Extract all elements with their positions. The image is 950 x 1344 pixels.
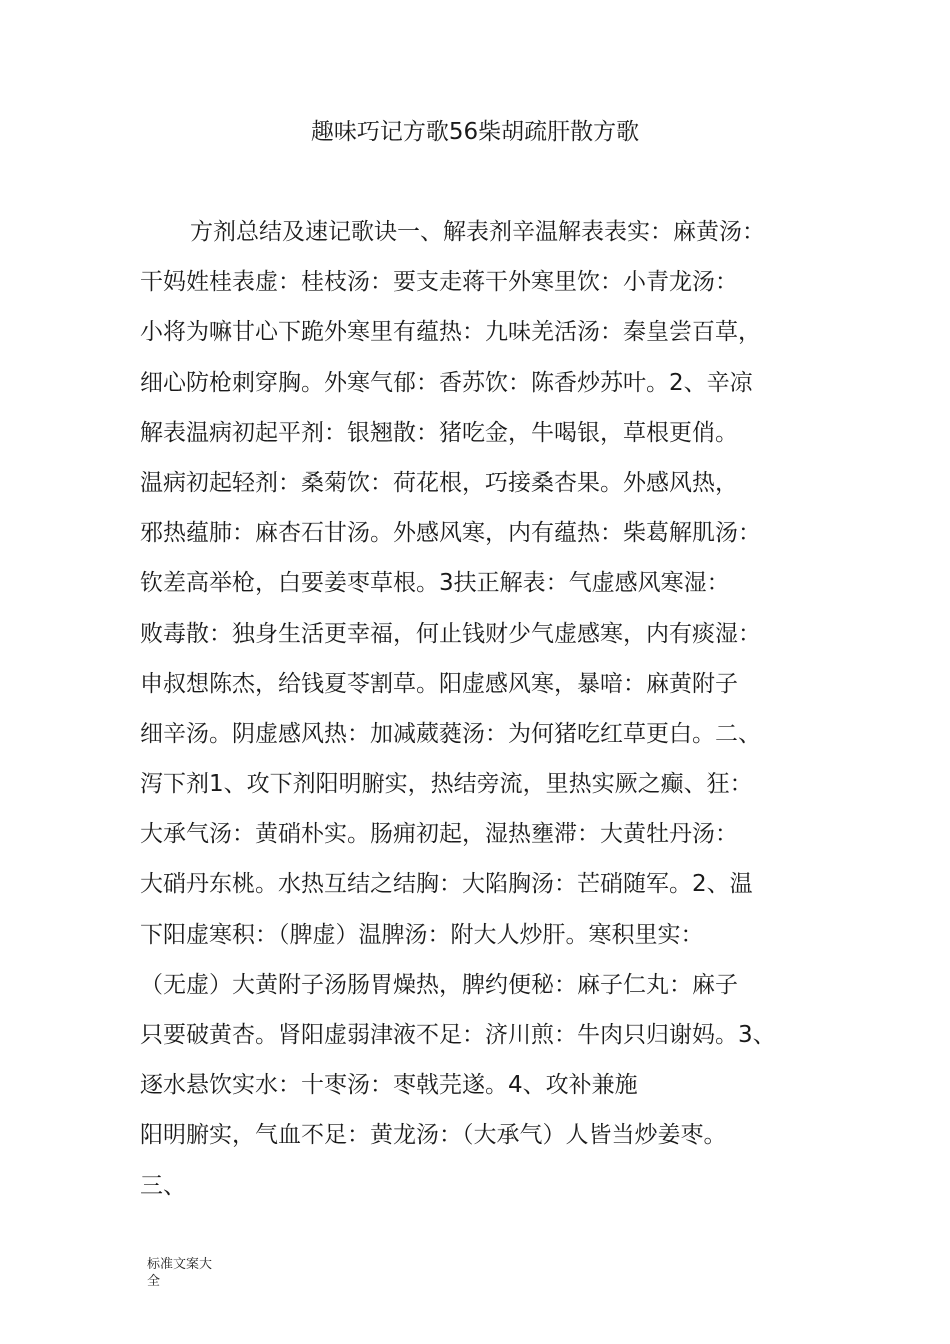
page-footer [147,1256,237,1290]
text-line: 解表温病初起平剂：银翘散：猪吃金，牛喝银，草根更俏。 [140,419,738,446]
text-line: 泻下剂1、攻下剂阳明腑实，热结旁流，里热实厥之癫、狂： [140,771,753,798]
text-line: 方剂总结及速记歌诀一、解表剂辛温解表表实：麻黄汤： [190,219,765,245]
text-line: 申叔想陈杰，给钱夏苓割草。阳虚感风寒，暴喑：麻黄附子 [140,670,738,697]
footer-text: 全 [147,1274,161,1289]
text-line: 只要破黄杏。肾阳虚弱津液不足：济川煎：牛肉只归谢妈。3、 [140,1022,776,1048]
body-text [140,207,840,1211]
text-line: 温病初起轻剂：桑菊饮：荷花根，巧接桑杏果。外感风热， [140,469,738,496]
text-line: 细辛汤。阴虚感风热：加减葳蕤汤：为何猪吃红草更白。二、 [140,720,761,747]
text-line: 钦差高举枪，白要姜枣草根。3扶正解表：气虚感风寒湿： [140,570,730,597]
text-line: 逐水悬饮实水：十枣汤：枣戟芫遂。4、攻补兼施 [140,1072,638,1099]
text-line: 大承气汤：黄硝朴实。肠痈初起，湿热壅滞：大黄牡丹汤： [140,821,738,848]
text-line: 细心防枪刺穿胸。外寒气郁：香苏饮：陈香炒苏叶。2、辛凉 [140,369,753,396]
text-line: 小将为嘛甘心下跪外寒里有蕴热：九味羌活汤：秦皇尝百草， [140,319,761,346]
text-line: 邪热蕴肺：麻杏石甘汤。外感风寒，内有蕴热：柴葛解肌汤： [140,520,761,547]
footer-text: 标准文案大 [147,1257,213,1272]
text-line: 干妈姓桂表虚：桂枝汤：要支走蒋干外寒里饮：小青龙汤： [140,269,738,296]
text-line: 阳明腑实，气血不足：黄龙汤：（大承气）人皆当炒姜枣。 [140,1122,727,1149]
page-title: 趣味巧记方歌56柴胡疏肝散方歌 [310,119,640,145]
text-line: 败毒散：独身生活更幸福，何止钱财少气虚感寒，内有痰湿： [140,620,761,647]
text-line: 三、 [140,1172,186,1199]
text-line: 下阳虚寒积：（脾虚）温脾汤：附大人炒肝。寒积里实： [140,921,704,948]
text-line: 大硝丹东桃。水热互结之结胸：大陷胸汤：芒硝随军。2、温 [140,871,753,898]
text-line: （无虚）大黄附子汤肠胃燥热，脾约便秘：麻子仁丸：麻子 [140,971,738,998]
